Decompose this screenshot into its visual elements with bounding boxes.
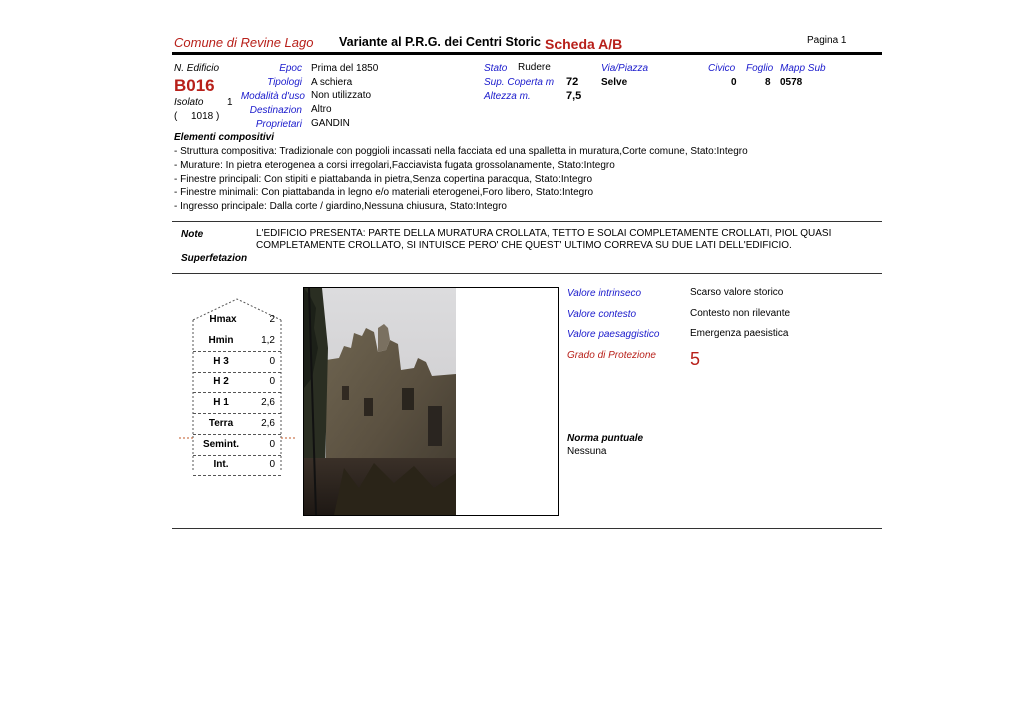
sup-label: Sup. Coperta m	[484, 77, 555, 88]
mapp-value: 0578	[780, 77, 803, 88]
storey-row	[193, 455, 281, 476]
stato-label: Stato	[484, 63, 508, 74]
isolato-label: Isolato	[174, 97, 204, 108]
tipologia-label: Tipologi	[267, 77, 302, 88]
storey-value: 2,6	[261, 418, 275, 429]
storey-value: 2	[269, 314, 275, 325]
elementi-title: Elementi compositivi	[174, 132, 275, 143]
modalita-label: Modalità d'uso	[240, 91, 305, 102]
note-line-1: L'EDIFICIO PRESENTA: PARTE DELLA MURATURA CROLLATA, TETTO E SOLAI COMPLETAMENTE CROLLATI, PIOL QUASI	[256, 228, 832, 239]
elementi-item: - Finestre principali: Con stipiti e piattabanda in pietra,Senza copertina paracqua, Stato:Integro	[174, 174, 593, 185]
destinazione-label: Destinazion	[249, 105, 302, 116]
storey-value: 2,6	[261, 397, 275, 408]
valore-intrinseco-value: Scarso valore storico	[690, 287, 784, 298]
storey-label: H 2	[213, 376, 229, 387]
storey-label: Terra	[208, 418, 234, 429]
foglio-value: 8	[765, 77, 771, 88]
valore-contesto-value: Contesto non rilevante	[690, 308, 791, 319]
altezza-label: Altezza m.	[484, 91, 531, 102]
norma-label: Norma puntuale	[567, 433, 644, 444]
altezza-value: 7,5	[566, 90, 582, 102]
section-rule	[172, 273, 882, 274]
storey-label: H 1	[213, 397, 229, 408]
variante-title: Variante al P.R.G. dei Centri Storic	[339, 35, 541, 49]
valore-paesaggistico-value: Emergenza paesistica	[690, 328, 789, 339]
destinazione-value: Altro	[311, 104, 332, 115]
storey-row	[193, 331, 281, 352]
section-rule	[172, 528, 882, 529]
civico-value: 0	[731, 77, 737, 88]
storey-value: 0	[269, 459, 275, 470]
storey-label: Hmin	[208, 335, 234, 346]
paren-value: 1018 )	[191, 111, 220, 122]
header-rule	[172, 52, 882, 55]
storey-row	[193, 372, 281, 393]
valore-contesto-label: Valore contesto	[567, 309, 637, 320]
paren-open: (	[174, 111, 178, 122]
storey-label: Hmax	[209, 314, 237, 325]
edificio-code: B016	[174, 76, 215, 95]
storey-label: H 3	[213, 356, 229, 367]
via-label: Via/Piazza	[601, 63, 649, 74]
ruin-photo-image	[304, 288, 456, 515]
elementi-item: - Struttura compositiva: Tradizionale con poggioli incassati nella facciata ed una spalletta in muratura,Corte comune, Stato:Integro	[174, 146, 748, 157]
mapp-label: Mapp Sub	[780, 63, 826, 74]
building-photo	[303, 287, 559, 516]
page-number: Pagina 1	[807, 35, 847, 46]
civico-label: Civico	[708, 63, 736, 74]
comune-title: Comune di Revine Lago	[174, 35, 314, 50]
grado-value: 5	[690, 349, 701, 369]
edificio-label: N. Edificio	[174, 63, 220, 74]
elementi-item: - Ingresso principale: Dalla corte / giardino,Nessuna chiusura, Stato:Integro	[174, 201, 507, 212]
foglio-label: Foglio	[746, 63, 774, 74]
proprietari-value: GANDIN	[311, 118, 350, 129]
elementi-item: - Murature: In pietra eterogenea a corsi irregolari,Facciavista fugata grossolanamente, Stato:Integro	[174, 160, 615, 171]
tipologia-value: A schiera	[311, 77, 353, 88]
epoca-value: Prima del 1850	[311, 63, 379, 74]
section-rule	[172, 221, 882, 222]
superfetazioni-label: Superfetazion	[181, 253, 248, 264]
isolato-value: 1	[227, 97, 233, 108]
storey-row	[193, 352, 281, 373]
via-value: Selve	[601, 77, 628, 88]
modalita-value: Non utilizzato	[311, 90, 372, 101]
sup-value: 72	[566, 76, 579, 88]
scheda-title: Scheda A/B	[545, 36, 623, 52]
storey-value: 0	[269, 356, 275, 367]
valore-intrinseco-label: Valore intrinseco	[567, 288, 642, 299]
storey-row	[193, 393, 281, 414]
storey-row	[193, 435, 281, 456]
storey-value: 0	[269, 439, 275, 450]
storey-row	[193, 310, 281, 330]
stato-value: Rudere	[518, 62, 551, 73]
proprietari-label: Proprietari	[255, 119, 302, 130]
storey-row	[193, 414, 281, 435]
epoca-label: Epoc	[279, 63, 302, 74]
grado-label: Grado di Protezione	[567, 350, 656, 361]
note-line-2: COMPLETAMENTE CROLLATO, SI INTUISCE PERO' CHE QUEST' ULTIMO CORREVA SU DUE LATI DELL'EDIFICIO.	[256, 240, 792, 251]
elementi-item: - Finestre minimali: Con piattabanda in legno e/o materiali eterogenei,Foro libero, Stato:Integro	[174, 187, 594, 198]
storey-label: Int.	[213, 459, 229, 470]
valore-paesaggistico-label: Valore paesaggistico	[567, 329, 660, 340]
storey-value: 0	[269, 376, 275, 387]
storey-value: 1,2	[261, 335, 275, 346]
norma-value: Nessuna	[567, 446, 607, 457]
storey-label: Semint.	[202, 439, 240, 450]
note-label: Note	[181, 229, 204, 240]
